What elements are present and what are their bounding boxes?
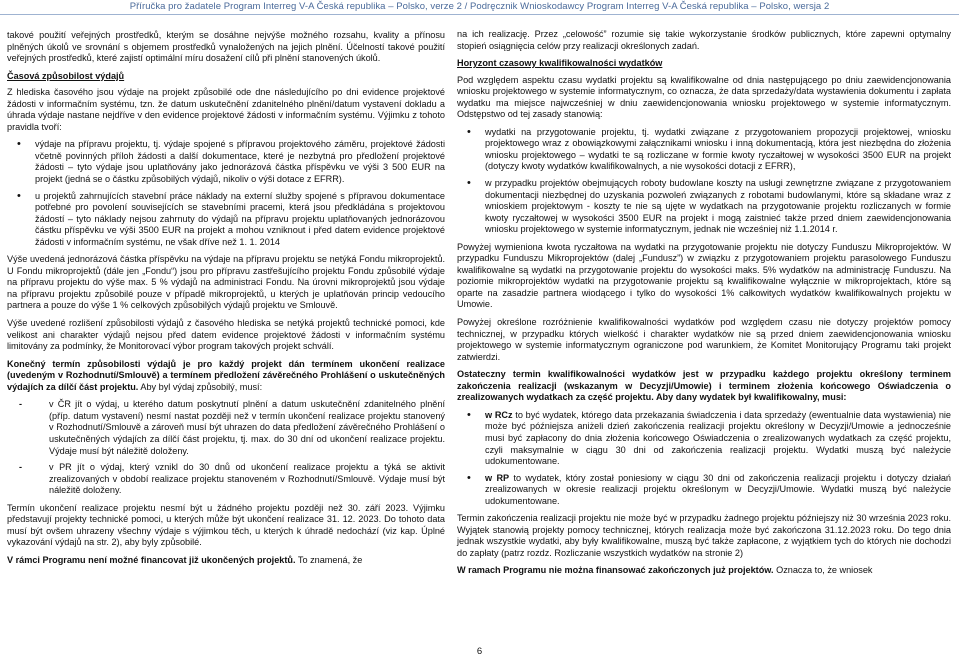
list-item: • u projektů zahrnujících stavební práce náklady na externí služby spojené s přípravou dokumentace potřebné pro povolení souvisejících se stavebními pracemi, která jsou předkládána s projektovou žádostí – tyto náklady nejsou zahrnuty do výdajů na přípravu projektu uplatňovaných jednorázovou částku příspěvku ve výši 3500 EUR na projekt a mohou vzniknout i před datem evidence projektové žádosti v informačním systému, ne však dříve než 1. 1. 2014 xyxy=(35,191,445,249)
page-header xyxy=(0,0,959,15)
list-item xyxy=(485,410,951,468)
completed-projects-paragraph xyxy=(7,555,445,567)
country-label-cz: w RCz xyxy=(485,409,513,420)
list-item xyxy=(485,473,951,508)
conditions-list xyxy=(457,410,951,507)
final-term-paragraph xyxy=(7,359,445,394)
time-paragraph: Pod względem aspektu czasu wydatki projektu są kwalifikowalne od dnia następującego po dniu zaewidencjonowania wniosku projektowego w systemie informatycznym, co oznacza, że data sprzedaży/data wystawienia dokumentu i zapłata wydatku ma miejsce najwcześniej w dniu zaewidencjonowania wniosku projektowego w systemie informatycznym. Odstępstwo od tej zasady stanowią: xyxy=(457,74,951,120)
time-paragraph: Z hlediska časového jsou výdaje na projekt způsobilé ode dne následujícího po dni evidence projektové žádosti v informačním systému, tzn. že datum uskutečnění zdanitelného plnění/datum vystavení dokladu a úhrada výdaje nastane nejdříve v den evidence projektové žádosti v informačním systému. Výjimku z tohoto pravidla tvoří: xyxy=(7,87,445,132)
list-item: • wydatki na przygotowanie projektu, tj. wydatki związane z przygotowaniem propozycji projektowej, wniosku projektowego wraz z obowiązkowymi załącznikami wniosku i inną dokumentacją, która jest niezbędna do złożenia wniosku projektowego – wydatki te są rozliczane w formie kwoty ryczałtowej w wysokości 3500 EUR na projekt (dotyczy kwoty wydatków kwalifikowalnych, a nie wysokości dotacji z EFRR), xyxy=(485,127,951,173)
deadline-paragraph: Termín ukončení realizace projektu nesmí být u žádného projektu později než 30. září 2023. Výjimku představují projekty technické pomoci, u kterých může být ukončení realizace 31. 12. 2023. Do tohoto data musí být ovšem uhrazeny všechny výdaje s výjimkou těch, u kterých k úhradě nedochází (viz kap. Úplné vykazování výdajů na str. 2), aby byly způsobilé. xyxy=(7,502,445,548)
header-title: Příručka pro žadatele Program Interreg V-A Česká republika – Polsko, verze 2 / Podręcznik Wnioskodawcy Program Interreg V-A Česká republika – Polsko, wersja 2 xyxy=(129,1,830,12)
conditions-list xyxy=(7,399,445,496)
header-divider xyxy=(0,14,959,15)
technical-assistance-paragraph: Powyżej określone rozróżnienie kwalifikowalności wydatków pod względem czasu nie dotyczy projektów pomocy technicznej, w przypadku których wielkość i charakter wydatków nie są przed dniem zaewidencjonowania wniosku projektowego w systemie informatycznym ograniczone pod warunkiem, że Komitet Monitorujący Programu taki projekt zatwierdzi. xyxy=(457,317,951,362)
list-item: • w przypadku projektów obejmujących roboty budowlane koszty na usługi zewnętrzne związane z przygotowaniem dokumentacji niezbędnej do uzyskania pozwoleń związanych z robotami budowlanymi, które są składane wraz z wnioskiem projektowym - koszty te nie są ujęte w wydatkach na przygotowanie projektu rozliczanych w formie kwoty ryczałtowej w wysokości 3500 EUR na projekt i mogą zaistnieć także przed dniem zaewidencjonowania wniosku projektowego w systemie informatycznym, jednak nie wcześniej niż 1.1.2014 r. xyxy=(485,178,951,236)
list-item: - v ČR jít o výdaj, u kterého datum poskytnutí plnění a datum uskutečnění zdanitelného plnění (příp. datum vystavení) nesmí nastat později než v termín ukončení realizace projektu stanovený v Rozhodnutí/Smlouvě a zároveň musí být uhrazen do data předložení závěrečného Prohlášení o uskutečněných výdajích za dílčí část projektu, tj. max. do 30 dní od ukončení realizace projektu. Výdaje musí být náležitě doloženy. xyxy=(49,399,445,457)
list-item-text: to wydatek, który został poniesiony w ciągu 30 dni od zakończenia realizacji projektu i dotyczy działań zrealizowanych w okresie realizacji projektu określonym w Decyzji/Umowie. Wydatki muszą być należycie udokumentowane. xyxy=(485,472,951,506)
list-item-text: to być wydatek, którego data przekazania świadczenia i data sprzedaży (ewentualnie data wystawienia) nie może być późniejsza aniżeli dzień zakończenia realizacji projektu określony w Decyzji/Umowie a jednocześnie musi być zapłacony do dnia złożenia końcowego Oświadczenia o zrealizowanych wydatkach za część projektu, czyli maksymalnie w ciągu 30 dni od zakończenia realizacji projektu. Wydatki muszą być należycie udokumentowane. xyxy=(485,409,951,467)
completed-projects-paragraph xyxy=(457,565,951,577)
list-item: - v PR jít o výdaj, který vznikl do 30 dnů od ukončení realizace projektu a týká se aktivit zrealizovaných v období realizace projektu stanoveném v Rozhodnutí/Smlouvě. Výdaje musí být náležitě doloženy. xyxy=(49,462,445,497)
final-term-bold: Konečný termín způsobilosti výdajů je pro každý projekt dán termínem ukončení realizace (uvedeným v Rozhodnutí/Smlouvě) a termínem předložení závěrečného Prohlášení o uskutečněných výdajích za dílčí část projektu. xyxy=(7,358,445,392)
intro-paragraph: na ich realizację. Przez „celowość” rozumie się takie wykorzystanie środków publicznych, które zapewni optymalny stopień osiągnięcia celów przy realizacji określonych zadań. xyxy=(457,29,951,51)
deadline-paragraph: Termin zakończenia realizacji projektu nie może być w przypadku żadnego projektu późniejszy niż 30 września 2023 roku. Wyjątek stanowią projekty pomocy technicznej, których realizacja może być zakończona 31.12.2023 roku. Do tego dnia jednak wszystkie wydatki, aby były kwalifikowalne, muszą być także zapłacone, z wyjątkiem tych do których nie dochodzi do zapłaty (patrz rozdz. Rozliczanie wszystkich wydatków na stronie 2) xyxy=(457,513,951,558)
czech-column xyxy=(7,30,445,572)
exceptions-list xyxy=(7,139,445,248)
list-item: • výdaje na přípravu projektu, tj. výdaje spojené s přípravou projektového záměru, projektové žádosti včetně povinných příloh žádosti a další dokumentace, které je nezbytná pro předložení projektové žádosti – tyto výdaje jsou uplatňovány jako jednorázová částka příspěvku ve výši 3 500 EUR na projekt (jedná se o částku způsobilých výdajů, nikoliv o výši dotace z EFRR). xyxy=(35,139,445,185)
final-term-paragraph: Ostateczny termin kwalifikowalności wydatków jest w przypadku każdego projektu określony terminem zakończenia realizacji (wskazanym w Decyzji/Umowie) i terminem złożenia końcowego Oświadczenia o zrealizowanych wydatkach za część projektu. Aby dany wydatek był kwalifikowalny, musi: xyxy=(457,369,951,403)
page-number: 6 xyxy=(476,646,483,657)
completed-projects-bold: V rámci Programu není možné financovat již ukončených projektů. xyxy=(7,554,296,565)
intro-paragraph: takové použití veřejných prostředků, kterým se dosáhne nejvýše možného rozsahu, kvality a přínosu plněných úkolů ve srovnání s objemem prostředků vynaložených na jejich plnění. Účelností takové použití veřejných prostředků, které zajistí optimální míru dosažení cílů při plnění stanovených úkolů. xyxy=(7,30,445,64)
exceptions-list xyxy=(457,127,951,236)
final-term-rest: Aby byl výdaj způsobilý, musí: xyxy=(138,381,263,392)
completed-projects-rest: To znamená, že xyxy=(295,554,363,565)
technical-assistance-paragraph: Výše uvedené rozlišení způsobilosti výdajů z časového hlediska se netýká projektů technické pomoci, kde velikost ani charakter výdajů nejsou před datem evidence projektové žádosti v informačním systému limitovány za podmínky, že Monitorovací výbor program takových projekt schválí. xyxy=(7,318,445,352)
section-heading-time: Horyzont czasowy kwalifikowalności wydatków xyxy=(457,58,663,69)
polish-column xyxy=(457,29,951,583)
lump-sum-paragraph: Powyżej wymieniona kwota ryczałtowa na wydatki na przygotowanie projektu nie dotyczy Funduszu Mikroprojektów. W przypadku Funduszu Mikroprojektów (dalej „Fundusz”) w związku z przygotowaniem projektu parasolowego Funduszu kwalifikowalne są wydatki na przygotowanie projektu do wysokości maks. 5% wydatków na administrację Funduszu. Na poziomie mikroprojektów wydatki na przygotowanie projektu są kwalifikowalne wyłącznie w mikroprojektach, które są oparte na zasadzie partnera wiodącego i tylko do wysokości 1% całkowitych wydatków kwalifikowalnych projektu w Umowie. xyxy=(457,241,951,310)
lump-sum-paragraph: Výše uvedená jednorázová částka příspěvku na výdaje na přípravu projektu se netýká Fondu mikroprojektů. U Fondu mikroprojektů (dále jen „Fondu“) jsou pro přípravu zastřešujícího projektu Fondu způsobilé výdaje na přípravu projektu do výše max. 5 % výdajů na administraci Fondu. Na úrovni mikroprojektů jsou výdaje na přípravu projektu způsobilé pouze v případě mikroprojektů, u kterých je uplatňován princip vedoucího partnera a pouze do výše 1 % celkových způsobilých výdajů projektu ve Smlouvě. xyxy=(7,254,445,311)
country-label-pl: w RP xyxy=(485,472,510,483)
completed-projects-rest: Oznacza to, że wniosek xyxy=(773,565,873,576)
section-heading-time: Časová způsobilost výdajů xyxy=(7,70,125,81)
completed-projects-bold: W ramach Programu nie można finansować zakończonych już projektów. xyxy=(457,565,774,576)
